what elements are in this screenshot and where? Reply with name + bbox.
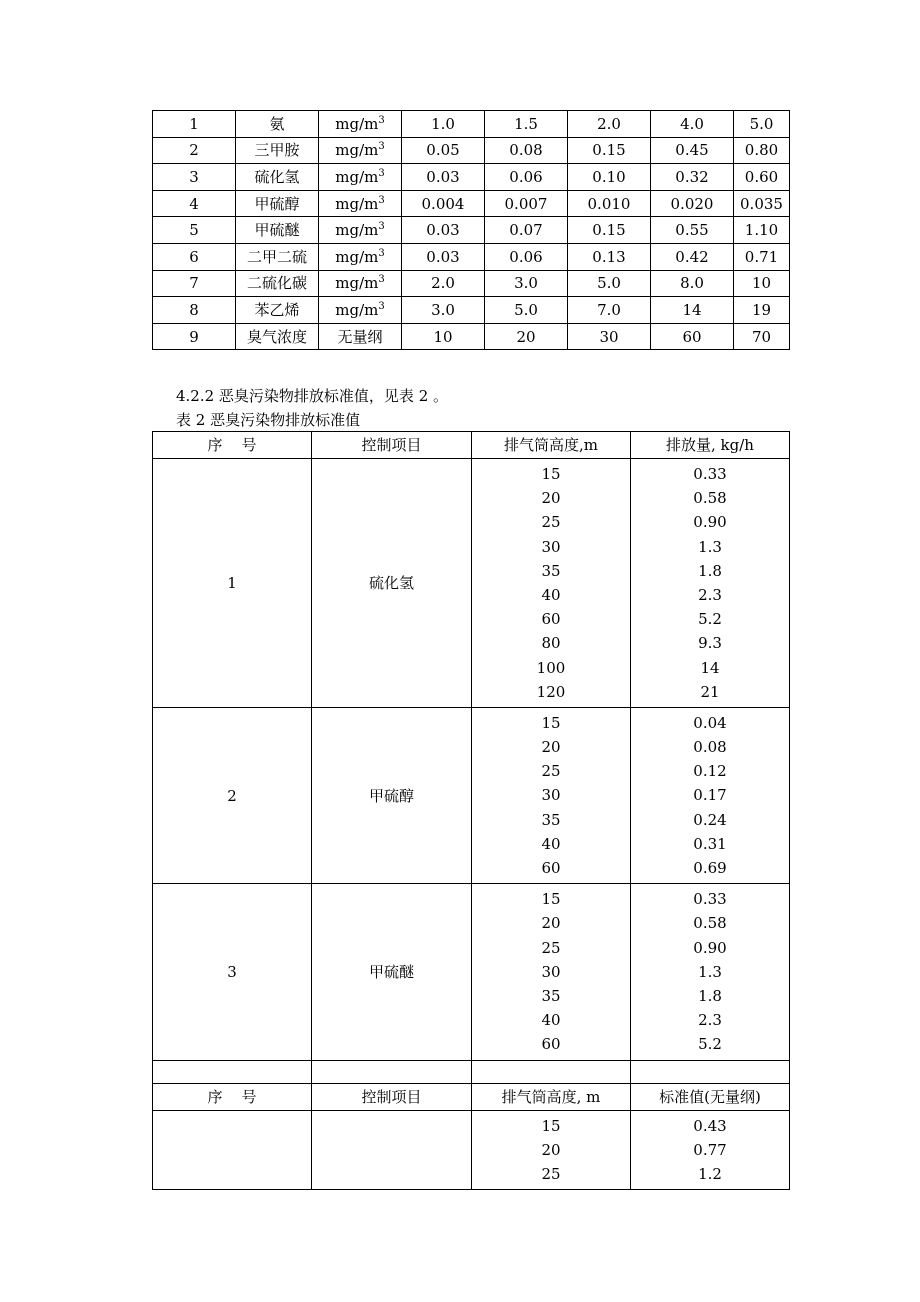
blank-cell xyxy=(312,1060,472,1083)
cell-v2: 0.06 xyxy=(485,243,568,270)
table-row xyxy=(153,137,790,164)
cell-v3: 0.10 xyxy=(568,164,651,191)
odor-limits-table xyxy=(152,110,790,350)
cell-name: 二甲二硫 xyxy=(236,243,319,270)
group-row xyxy=(153,707,790,883)
rate-value: 14 xyxy=(700,658,720,677)
cell-unit: $mg/m^3$ xyxy=(319,137,402,164)
rate-list xyxy=(631,459,790,708)
height-value: 100 xyxy=(536,658,566,677)
cell-v5: 0.80 xyxy=(734,137,790,164)
cell-v4: 8.0 xyxy=(651,270,734,297)
group-item: 甲硫醚 xyxy=(312,884,472,1060)
cell-unit: $mg/m^3$ xyxy=(319,297,402,324)
cell-name: 甲硫醇 xyxy=(236,190,319,217)
cell-v2: 0.007 xyxy=(485,190,568,217)
cell-unit: $mg/m^3$ xyxy=(319,270,402,297)
std-value: 0.43 xyxy=(693,1116,727,1135)
rate-value: 21 xyxy=(700,682,720,701)
section-4-2-2-text: 4.2.2 恶臭污染物排放标准值，见表 2 。 xyxy=(176,387,449,405)
height-value: 40 xyxy=(541,1011,561,1030)
height-value: 80 xyxy=(541,634,561,653)
cell-name: 硫化氢 xyxy=(236,164,319,191)
table-row xyxy=(153,270,790,297)
emission-standards-table xyxy=(152,431,790,1190)
cell-v2: 3.0 xyxy=(485,270,568,297)
cell-v5: 1.10 xyxy=(734,217,790,244)
rate-value: 5.2 xyxy=(698,1035,722,1054)
cell-unit: $mg/m^3$ xyxy=(319,111,402,138)
rate-value: 1.3 xyxy=(698,962,722,981)
group-no: 3 xyxy=(153,884,312,1060)
header-height: 排气筒高度,m xyxy=(472,432,631,459)
cell-v5: 70 xyxy=(734,323,790,350)
header-item: 控制项目 xyxy=(312,432,472,459)
cell-v2: 0.06 xyxy=(485,164,568,191)
group-row xyxy=(153,1110,790,1190)
group-no xyxy=(153,1110,312,1190)
height-value: 35 xyxy=(541,810,561,829)
blank-cell xyxy=(631,1060,790,1083)
cell-no: 3 xyxy=(153,164,236,191)
cell-v2: 5.0 xyxy=(485,297,568,324)
std-value: 0.77 xyxy=(693,1140,727,1159)
table-row xyxy=(153,323,790,350)
cell-v4: 0.42 xyxy=(651,243,734,270)
height-list xyxy=(472,1110,631,1190)
height-value: 15 xyxy=(541,713,561,732)
cell-v2: 1.5 xyxy=(485,111,568,138)
cell-v3: 0.13 xyxy=(568,243,651,270)
cell-name: 苯乙烯 xyxy=(236,297,319,324)
cell-v5: 0.035 xyxy=(734,190,790,217)
cell-no: 7 xyxy=(153,270,236,297)
cell-v1: 3.0 xyxy=(402,297,485,324)
cell-v2: 0.07 xyxy=(485,217,568,244)
cell-v4: 0.45 xyxy=(651,137,734,164)
cell-v1: 0.004 xyxy=(402,190,485,217)
cell-no: 6 xyxy=(153,243,236,270)
height-value: 20 xyxy=(541,914,561,933)
cell-v4: 4.0 xyxy=(651,111,734,138)
table-row xyxy=(153,164,790,191)
height-value: 30 xyxy=(541,786,561,805)
cell-v3: 0.010 xyxy=(568,190,651,217)
cell-v4: 0.020 xyxy=(651,190,734,217)
height-value: 15 xyxy=(541,465,561,483)
height-value: 120 xyxy=(536,682,566,701)
cell-v5: 5.0 xyxy=(734,111,790,138)
cell-name: 臭气浓度 xyxy=(236,323,319,350)
cell-v4: 0.32 xyxy=(651,164,734,191)
table-row xyxy=(153,190,790,217)
cell-unit: $mg/m^3$ xyxy=(319,164,402,191)
group-row xyxy=(153,884,790,1060)
cell-no: 1 xyxy=(153,111,236,138)
rate-value: 9.3 xyxy=(698,634,722,653)
cell-v1: 2.0 xyxy=(402,270,485,297)
height-value: 40 xyxy=(541,834,561,853)
height-value: 15 xyxy=(541,890,561,909)
std-value: 1.2 xyxy=(698,1164,722,1183)
header-no: 序 号 xyxy=(153,432,312,459)
cell-v1: 0.03 xyxy=(402,217,485,244)
header-rate: 排放量, kg/h xyxy=(631,432,790,459)
height-value: 20 xyxy=(541,738,561,757)
height-value: 30 xyxy=(541,537,561,556)
rate-value: 0.90 xyxy=(693,513,727,532)
height-list xyxy=(472,884,631,1060)
rate-value: 5.2 xyxy=(698,610,722,629)
cell-v5: 10 xyxy=(734,270,790,297)
cell-unit: $mg/m^3$ xyxy=(319,243,402,270)
height-value: 20 xyxy=(541,489,561,508)
height-value: 20 xyxy=(541,1140,561,1159)
rate-value: 1.8 xyxy=(698,561,722,580)
cell-v1: 1.0 xyxy=(402,111,485,138)
table-row xyxy=(153,111,790,138)
cell-name: 三甲胺 xyxy=(236,137,319,164)
cell-v3: 0.15 xyxy=(568,137,651,164)
rate-value: 1.8 xyxy=(698,986,722,1005)
cell-v1: 0.05 xyxy=(402,137,485,164)
rate-value: 0.31 xyxy=(693,834,727,853)
blank-cell xyxy=(153,1060,312,1083)
cell-name: 二硫化碳 xyxy=(236,270,319,297)
height-value: 25 xyxy=(541,513,561,532)
rate-value: 0.04 xyxy=(693,713,727,732)
cell-v3: 0.15 xyxy=(568,217,651,244)
blank-cell xyxy=(472,1060,631,1083)
cell-v4: 60 xyxy=(651,323,734,350)
rate-value: 0.33 xyxy=(693,465,727,483)
group-item: 甲硫醇 xyxy=(312,707,472,883)
cell-unit: $mg/m^3$ xyxy=(319,190,402,217)
group-item: 硫化氢 xyxy=(312,459,472,708)
rate-list xyxy=(631,707,790,883)
cell-v5: 0.60 xyxy=(734,164,790,191)
cell-v2: 20 xyxy=(485,323,568,350)
rate-value: 0.58 xyxy=(693,489,727,508)
rate-value: 0.58 xyxy=(693,914,727,933)
group-row xyxy=(153,459,790,708)
height-value: 25 xyxy=(541,938,561,957)
rate-value: 0.17 xyxy=(693,786,727,805)
cell-no: 5 xyxy=(153,217,236,244)
height-list xyxy=(472,707,631,883)
cell-v3: 30 xyxy=(568,323,651,350)
cell-unit: $mg/m^3$ xyxy=(319,217,402,244)
rate-value: 0.33 xyxy=(693,890,727,909)
height-value: 60 xyxy=(541,610,561,629)
cell-v5: 19 xyxy=(734,297,790,324)
rate-value: 0.90 xyxy=(693,938,727,957)
height-value: 25 xyxy=(541,762,561,781)
height-value: 60 xyxy=(541,1035,561,1054)
rate-value: 0.08 xyxy=(693,738,727,757)
cell-v1: 0.03 xyxy=(402,164,485,191)
rate-value: 0.24 xyxy=(693,810,727,829)
std-list xyxy=(631,1110,790,1190)
header2-height: 排气筒高度, m xyxy=(472,1083,631,1110)
rate-value: 2.3 xyxy=(698,585,722,604)
height-value: 25 xyxy=(541,1164,561,1183)
cell-v3: 5.0 xyxy=(568,270,651,297)
table-row xyxy=(153,217,790,244)
rate-value: 0.12 xyxy=(693,762,727,781)
cell-v2: 0.08 xyxy=(485,137,568,164)
cell-v1: 0.03 xyxy=(402,243,485,270)
height-list xyxy=(472,459,631,708)
height-value: 15 xyxy=(541,1116,561,1135)
cell-no: 9 xyxy=(153,323,236,350)
height-value: 60 xyxy=(541,859,561,877)
cell-no: 8 xyxy=(153,297,236,324)
rate-value: 1.3 xyxy=(698,537,722,556)
group-no: 2 xyxy=(153,707,312,883)
cell-name: 氨 xyxy=(236,111,319,138)
table-header-row xyxy=(153,432,790,459)
group-item xyxy=(312,1110,472,1190)
header2-item: 控制项目 xyxy=(312,1083,472,1110)
header2-std: 标准值(无量纲) xyxy=(631,1083,790,1110)
cell-no: 2 xyxy=(153,137,236,164)
rate-list xyxy=(631,884,790,1060)
cell-v5: 0.71 xyxy=(734,243,790,270)
rate-value: 2.3 xyxy=(698,1011,722,1030)
height-value: 35 xyxy=(541,561,561,580)
cell-v3: 2.0 xyxy=(568,111,651,138)
cell-no: 4 xyxy=(153,190,236,217)
cell-name: 甲硫醚 xyxy=(236,217,319,244)
group-no: 1 xyxy=(153,459,312,708)
blank-row xyxy=(153,1060,790,1083)
table2-caption: 表 2 恶臭污染物排放标准值 xyxy=(176,411,361,429)
height-value: 40 xyxy=(541,585,561,604)
height-value: 30 xyxy=(541,962,561,981)
height-value: 35 xyxy=(541,986,561,1005)
table-row xyxy=(153,243,790,270)
cell-v1: 10 xyxy=(402,323,485,350)
cell-v4: 14 xyxy=(651,297,734,324)
cell-unit: 无量纲 xyxy=(319,323,402,350)
table-header-row-2 xyxy=(153,1083,790,1110)
rate-value: 0.69 xyxy=(693,859,727,877)
cell-v4: 0.55 xyxy=(651,217,734,244)
header2-no: 序 号 xyxy=(153,1083,312,1110)
cell-v3: 7.0 xyxy=(568,297,651,324)
table-row xyxy=(153,297,790,324)
